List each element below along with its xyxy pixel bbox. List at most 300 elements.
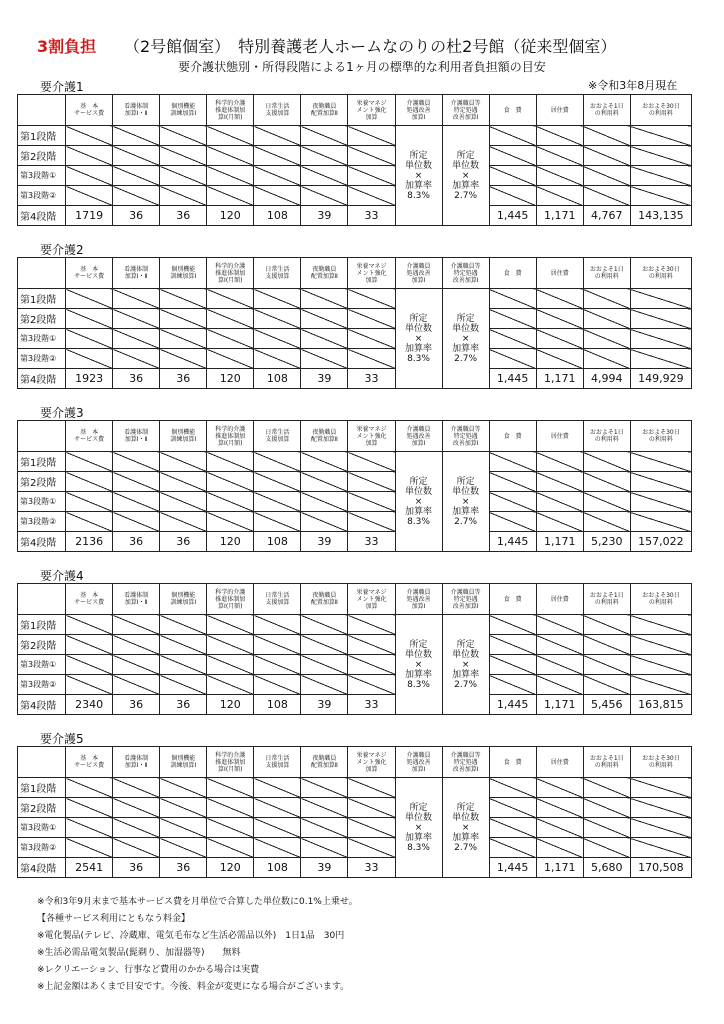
empty-slash-cell: [489, 512, 536, 532]
empty-slash-cell: [113, 778, 160, 798]
empty-slash-cell: [66, 166, 113, 186]
table-row: [18, 655, 692, 675]
empty-slash-cell: [536, 615, 583, 635]
empty-slash-cell: [301, 798, 348, 818]
fee-table: [17, 94, 692, 226]
column-header: 基 本 サービス費: [66, 584, 113, 615]
column-header: 基 本 サービス費: [66, 258, 113, 289]
column-header: 栄養マネジ メント強化 加算: [348, 747, 395, 778]
column-header: 日常生活 支援加算: [254, 584, 301, 615]
empty-slash-cell: [66, 186, 113, 206]
empty-slash-cell: [301, 675, 348, 695]
monthly-value-cell: 170,508: [630, 858, 691, 878]
empty-slash-cell: [583, 615, 630, 635]
empty-slash-cell: [66, 818, 113, 838]
allowance-rate-line: ×: [461, 333, 470, 344]
empty-slash-cell: [113, 126, 160, 146]
table-row: [18, 798, 692, 818]
column-header: 看護体制 加算Ⅰ・Ⅱ: [113, 258, 160, 289]
empty-slash-cell: [301, 309, 348, 329]
fee-table: [17, 746, 692, 878]
allowance-rate-cell: [442, 615, 489, 715]
stage-label: 第2段階: [18, 472, 66, 492]
allowance-rate-line: ×: [414, 170, 423, 181]
stage-label: 第1段階: [18, 126, 66, 146]
column-header: 栄養マネジ メント強化 加算: [348, 258, 395, 289]
empty-slash-cell: [489, 186, 536, 206]
empty-slash-cell: [207, 675, 254, 695]
note-line: ※生活必需品電気製品(髭剃り、加湿器等) 無料: [37, 948, 241, 958]
value-cell: 108: [254, 206, 301, 226]
allowance-rate-cell: [442, 778, 489, 878]
allowance-rate-line: 8.3%: [407, 679, 430, 690]
column-header: おおよそ30日 の利用料: [630, 584, 691, 615]
column-header: 介護職員等 特定処遇 改善加算Ⅰ: [442, 584, 489, 615]
column-header: 基 本 サービス費: [66, 747, 113, 778]
daily-value-cell: 4,767: [583, 206, 630, 226]
empty-slash-cell: [254, 166, 301, 186]
empty-slash-cell: [630, 329, 691, 349]
column-header: 介護職員 処遇改善 加算Ⅰ: [395, 421, 442, 452]
empty-slash-cell: [207, 472, 254, 492]
value-cell: 108: [254, 532, 301, 552]
empty-slash-cell: [489, 309, 536, 329]
empty-slash-cell: [207, 349, 254, 369]
value-cell: 108: [254, 369, 301, 389]
empty-slash-cell: [489, 126, 536, 146]
value-cell: 120: [207, 206, 254, 226]
allowance-rate-line: 単位数: [452, 649, 480, 660]
corner-cell: [18, 747, 66, 778]
note-line: ※令和3年9月末まで基本サービス費を月単位で合算した単位数に0.1%上乗せ。: [37, 897, 358, 907]
column-header: 介護職員 処遇改善 加算Ⅰ: [395, 258, 442, 289]
column-header: 個別機能 訓練加算Ⅰ: [160, 95, 207, 126]
empty-slash-cell: [160, 349, 207, 369]
allowance-rate-line: ×: [414, 496, 423, 507]
empty-slash-cell: [254, 472, 301, 492]
column-header: 日常生活 支援加算: [254, 747, 301, 778]
food-value-cell: 1,445: [489, 532, 536, 552]
empty-slash-cell: [536, 818, 583, 838]
allowance-rate-line: 加算率: [452, 669, 480, 680]
table-row: [18, 329, 692, 349]
column-header: おおよそ1日 の利用料: [583, 584, 630, 615]
empty-slash-cell: [348, 349, 395, 369]
allowance-rate-line: 2.7%: [454, 516, 478, 527]
empty-slash-cell: [630, 635, 691, 655]
empty-slash-cell: [583, 635, 630, 655]
monthly-value-cell: 157,022: [630, 532, 691, 552]
empty-slash-cell: [583, 186, 630, 206]
empty-slash-cell: [630, 655, 691, 675]
value-cell: 108: [254, 695, 301, 715]
stage-label: 第1段階: [18, 289, 66, 309]
empty-slash-cell: [489, 146, 536, 166]
table-row: [18, 166, 692, 186]
note-line: ※レクリエーション、行事など費用のかかる場合は実費: [37, 965, 260, 975]
empty-slash-cell: [536, 126, 583, 146]
empty-slash-cell: [113, 655, 160, 675]
empty-slash-cell: [489, 838, 536, 858]
stage-label: 第4段階: [18, 532, 66, 552]
empty-slash-cell: [113, 818, 160, 838]
allowance-rate-line: 単位数: [452, 160, 480, 171]
value-cell: 33: [348, 695, 395, 715]
empty-slash-cell: [254, 778, 301, 798]
empty-slash-cell: [254, 615, 301, 635]
empty-slash-cell: [301, 186, 348, 206]
empty-slash-cell: [301, 166, 348, 186]
column-header: 個別機能 訓練加算Ⅰ: [160, 258, 207, 289]
value-cell: 36: [113, 369, 160, 389]
empty-slash-cell: [536, 635, 583, 655]
empty-slash-cell: [489, 778, 536, 798]
empty-slash-cell: [113, 289, 160, 309]
empty-slash-cell: [301, 635, 348, 655]
value-cell: 36: [113, 532, 160, 552]
empty-slash-cell: [207, 798, 254, 818]
daily-value-cell: 5,230: [583, 532, 630, 552]
column-header: 夜勤職員 配置加算Ⅱ: [301, 584, 348, 615]
empty-slash-cell: [254, 838, 301, 858]
empty-slash-cell: [160, 186, 207, 206]
empty-slash-cell: [348, 166, 395, 186]
column-header: 介護職員等 特定処遇 改善加算Ⅰ: [442, 747, 489, 778]
table-row: [18, 369, 692, 389]
allowance-rate-cell: [442, 126, 489, 226]
stage-label: 第3段階①: [18, 818, 66, 838]
empty-slash-cell: [207, 512, 254, 532]
allowance-rate-cell: [395, 778, 442, 878]
empty-slash-cell: [254, 635, 301, 655]
allowance-rate-line: 所定: [409, 476, 428, 487]
stage-label: 第2段階: [18, 146, 66, 166]
column-header: 居住費: [536, 747, 583, 778]
empty-slash-cell: [630, 798, 691, 818]
value-cell: 39: [301, 695, 348, 715]
empty-slash-cell: [207, 329, 254, 349]
empty-slash-cell: [113, 349, 160, 369]
empty-slash-cell: [583, 492, 630, 512]
empty-slash-cell: [536, 472, 583, 492]
column-header: 栄養マネジ メント強化 加算: [348, 421, 395, 452]
empty-slash-cell: [536, 146, 583, 166]
value-cell: 1923: [66, 369, 113, 389]
stage-label: 第3段階①: [18, 166, 66, 186]
empty-slash-cell: [113, 166, 160, 186]
column-header: 日常生活 支援加算: [254, 95, 301, 126]
empty-slash-cell: [254, 126, 301, 146]
empty-slash-cell: [66, 126, 113, 146]
fee-table: [17, 420, 692, 552]
allowance-rate-line: ×: [414, 333, 423, 344]
allowance-rate-cell: [442, 289, 489, 389]
allowance-rate-line: 単位数: [452, 486, 480, 497]
empty-slash-cell: [348, 778, 395, 798]
monthly-value-cell: 143,135: [630, 206, 691, 226]
value-cell: 2136: [66, 532, 113, 552]
empty-slash-cell: [160, 472, 207, 492]
value-cell: 2541: [66, 858, 113, 878]
column-header: おおよそ1日 の利用料: [583, 421, 630, 452]
column-header: 介護職員等 特定処遇 改善加算Ⅰ: [442, 95, 489, 126]
empty-slash-cell: [160, 452, 207, 472]
empty-slash-cell: [536, 655, 583, 675]
table-row: [18, 452, 692, 472]
stage-label: 第3段階②: [18, 512, 66, 532]
empty-slash-cell: [66, 146, 113, 166]
value-cell: 33: [348, 369, 395, 389]
stage-label: 第2段階: [18, 309, 66, 329]
corner-cell: [18, 258, 66, 289]
empty-slash-cell: [630, 166, 691, 186]
empty-slash-cell: [583, 309, 630, 329]
allowance-rate-line: 加算率: [452, 180, 480, 191]
empty-slash-cell: [583, 512, 630, 532]
table-row: [18, 818, 692, 838]
allowance-rate-line: 所定: [409, 313, 428, 324]
empty-slash-cell: [301, 126, 348, 146]
empty-slash-cell: [583, 818, 630, 838]
header-row: [18, 584, 692, 615]
empty-slash-cell: [160, 838, 207, 858]
allowance-rate-line: 所定: [456, 313, 475, 324]
empty-slash-cell: [536, 329, 583, 349]
empty-slash-cell: [489, 615, 536, 635]
empty-slash-cell: [66, 492, 113, 512]
empty-slash-cell: [66, 349, 113, 369]
care-level-table-block: [17, 257, 692, 389]
header-row: [18, 95, 692, 126]
value-cell: 120: [207, 858, 254, 878]
stage-label: 第3段階①: [18, 655, 66, 675]
empty-slash-cell: [630, 289, 691, 309]
empty-slash-cell: [160, 818, 207, 838]
empty-slash-cell: [207, 309, 254, 329]
empty-slash-cell: [301, 289, 348, 309]
empty-slash-cell: [254, 512, 301, 532]
allowance-rate-line: 加算率: [405, 669, 433, 680]
empty-slash-cell: [301, 818, 348, 838]
header-row: [18, 258, 692, 289]
empty-slash-cell: [160, 615, 207, 635]
allowance-rate-line: 所定: [409, 639, 428, 650]
empty-slash-cell: [536, 838, 583, 858]
empty-slash-cell: [630, 146, 691, 166]
empty-slash-cell: [348, 838, 395, 858]
empty-slash-cell: [254, 289, 301, 309]
column-header: 食 費: [489, 421, 536, 452]
empty-slash-cell: [207, 166, 254, 186]
empty-slash-cell: [66, 512, 113, 532]
value-cell: 33: [348, 858, 395, 878]
stage-label: 第2段階: [18, 798, 66, 818]
column-header: 介護職員等 特定処遇 改善加算Ⅰ: [442, 421, 489, 452]
empty-slash-cell: [207, 778, 254, 798]
table-row: [18, 492, 692, 512]
empty-slash-cell: [254, 309, 301, 329]
care-level-table-block: [17, 94, 692, 226]
allowance-rate-line: 単位数: [405, 160, 433, 171]
care-level-label: 要介護3: [40, 406, 84, 420]
value-cell: 39: [301, 532, 348, 552]
empty-slash-cell: [113, 329, 160, 349]
room-value-cell: 1,171: [536, 695, 583, 715]
value-cell: 1719: [66, 206, 113, 226]
allowance-rate-line: 所定: [456, 802, 475, 813]
empty-slash-cell: [536, 186, 583, 206]
empty-slash-cell: [630, 778, 691, 798]
table-row: [18, 186, 692, 206]
note-line: ※電化製品(テレビ、冷蔵庫、電気毛布など生活必需品以外) 1日1品 30円: [37, 931, 345, 941]
empty-slash-cell: [66, 778, 113, 798]
column-header: 夜勤職員 配置加算Ⅱ: [301, 421, 348, 452]
allowance-rate-line: 2.7%: [454, 190, 478, 201]
empty-slash-cell: [583, 349, 630, 369]
value-cell: 36: [160, 858, 207, 878]
empty-slash-cell: [301, 452, 348, 472]
stage-label: 第4段階: [18, 206, 66, 226]
column-header: 居住費: [536, 584, 583, 615]
column-header: 栄養マネジ メント強化 加算: [348, 95, 395, 126]
empty-slash-cell: [207, 289, 254, 309]
empty-slash-cell: [207, 186, 254, 206]
empty-slash-cell: [489, 798, 536, 818]
empty-slash-cell: [630, 126, 691, 146]
empty-slash-cell: [583, 126, 630, 146]
table-row: [18, 778, 692, 798]
empty-slash-cell: [536, 289, 583, 309]
empty-slash-cell: [489, 635, 536, 655]
value-cell: 36: [160, 369, 207, 389]
value-cell: 120: [207, 369, 254, 389]
value-cell: 36: [113, 206, 160, 226]
empty-slash-cell: [583, 329, 630, 349]
column-header: 個別機能 訓練加算Ⅰ: [160, 421, 207, 452]
empty-slash-cell: [254, 349, 301, 369]
empty-slash-cell: [301, 329, 348, 349]
column-header: 日常生活 支援加算: [254, 258, 301, 289]
header-row: [18, 421, 692, 452]
daily-value-cell: 5,680: [583, 858, 630, 878]
value-cell: 120: [207, 532, 254, 552]
empty-slash-cell: [583, 166, 630, 186]
column-header: 食 費: [489, 584, 536, 615]
empty-slash-cell: [113, 452, 160, 472]
column-header: 科学的介護 推進体制加 算Ⅰ(月額): [207, 747, 254, 778]
empty-slash-cell: [254, 329, 301, 349]
stage-label: 第3段階②: [18, 186, 66, 206]
empty-slash-cell: [113, 309, 160, 329]
allowance-rate-line: 単位数: [452, 812, 480, 823]
food-value-cell: 1,445: [489, 695, 536, 715]
empty-slash-cell: [66, 289, 113, 309]
room-value-cell: 1,171: [536, 532, 583, 552]
column-header: 個別機能 訓練加算Ⅰ: [160, 747, 207, 778]
empty-slash-cell: [113, 798, 160, 818]
value-cell: 33: [348, 532, 395, 552]
empty-slash-cell: [66, 655, 113, 675]
empty-slash-cell: [489, 452, 536, 472]
empty-slash-cell: [66, 635, 113, 655]
column-header: 介護職員 処遇改善 加算Ⅰ: [395, 95, 442, 126]
allowance-rate-line: 加算率: [405, 343, 433, 354]
empty-slash-cell: [348, 329, 395, 349]
empty-slash-cell: [207, 146, 254, 166]
column-header: おおよそ1日 の利用料: [583, 747, 630, 778]
allowance-rate-cell: [395, 615, 442, 715]
empty-slash-cell: [301, 512, 348, 532]
column-header: 栄養マネジ メント強化 加算: [348, 584, 395, 615]
note-line: 【各種サービス利用にともなう料金】: [37, 914, 191, 924]
allowance-rate-line: 所定: [409, 802, 428, 813]
empty-slash-cell: [630, 818, 691, 838]
empty-slash-cell: [489, 675, 536, 695]
empty-slash-cell: [301, 838, 348, 858]
allowance-rate-line: ×: [461, 496, 470, 507]
allowance-rate-line: 2.7%: [454, 353, 478, 364]
allowance-rate-line: 8.3%: [407, 842, 430, 853]
care-level-label: 要介護4: [40, 569, 84, 583]
empty-slash-cell: [207, 615, 254, 635]
empty-slash-cell: [489, 655, 536, 675]
stage-label: 第1段階: [18, 615, 66, 635]
column-header: 看護体制 加算Ⅰ・Ⅱ: [113, 95, 160, 126]
allowance-rate-line: 8.3%: [407, 190, 430, 201]
empty-slash-cell: [113, 838, 160, 858]
monthly-value-cell: 163,815: [630, 695, 691, 715]
empty-slash-cell: [66, 675, 113, 695]
corner-cell: [18, 95, 66, 126]
allowance-rate-line: 2.7%: [454, 679, 478, 690]
empty-slash-cell: [348, 492, 395, 512]
table-row: [18, 675, 692, 695]
empty-slash-cell: [348, 289, 395, 309]
care-level-label: 要介護5: [40, 732, 84, 746]
allowance-rate-line: 所定: [456, 476, 475, 487]
stage-label: 第3段階②: [18, 838, 66, 858]
value-cell: 36: [160, 206, 207, 226]
table-row: [18, 146, 692, 166]
allowance-rate-line: 加算率: [452, 343, 480, 354]
empty-slash-cell: [301, 146, 348, 166]
empty-slash-cell: [66, 798, 113, 818]
empty-slash-cell: [348, 452, 395, 472]
empty-slash-cell: [113, 472, 160, 492]
stage-label: 第4段階: [18, 695, 66, 715]
empty-slash-cell: [254, 655, 301, 675]
empty-slash-cell: [207, 655, 254, 675]
empty-slash-cell: [301, 472, 348, 492]
empty-slash-cell: [254, 452, 301, 472]
table-row: [18, 532, 692, 552]
daily-value-cell: 5,456: [583, 695, 630, 715]
food-value-cell: 1,445: [489, 858, 536, 878]
table-row: [18, 309, 692, 329]
empty-slash-cell: [630, 838, 691, 858]
stage-label: 第2段階: [18, 635, 66, 655]
allowance-rate-line: 加算率: [405, 832, 433, 843]
value-cell: 36: [113, 858, 160, 878]
allowance-rate-line: 2.7%: [454, 842, 478, 853]
stage-label: 第1段階: [18, 778, 66, 798]
value-cell: 39: [301, 858, 348, 878]
empty-slash-cell: [630, 349, 691, 369]
empty-slash-cell: [113, 492, 160, 512]
allowance-rate-cell: [395, 126, 442, 226]
empty-slash-cell: [489, 818, 536, 838]
empty-slash-cell: [348, 818, 395, 838]
